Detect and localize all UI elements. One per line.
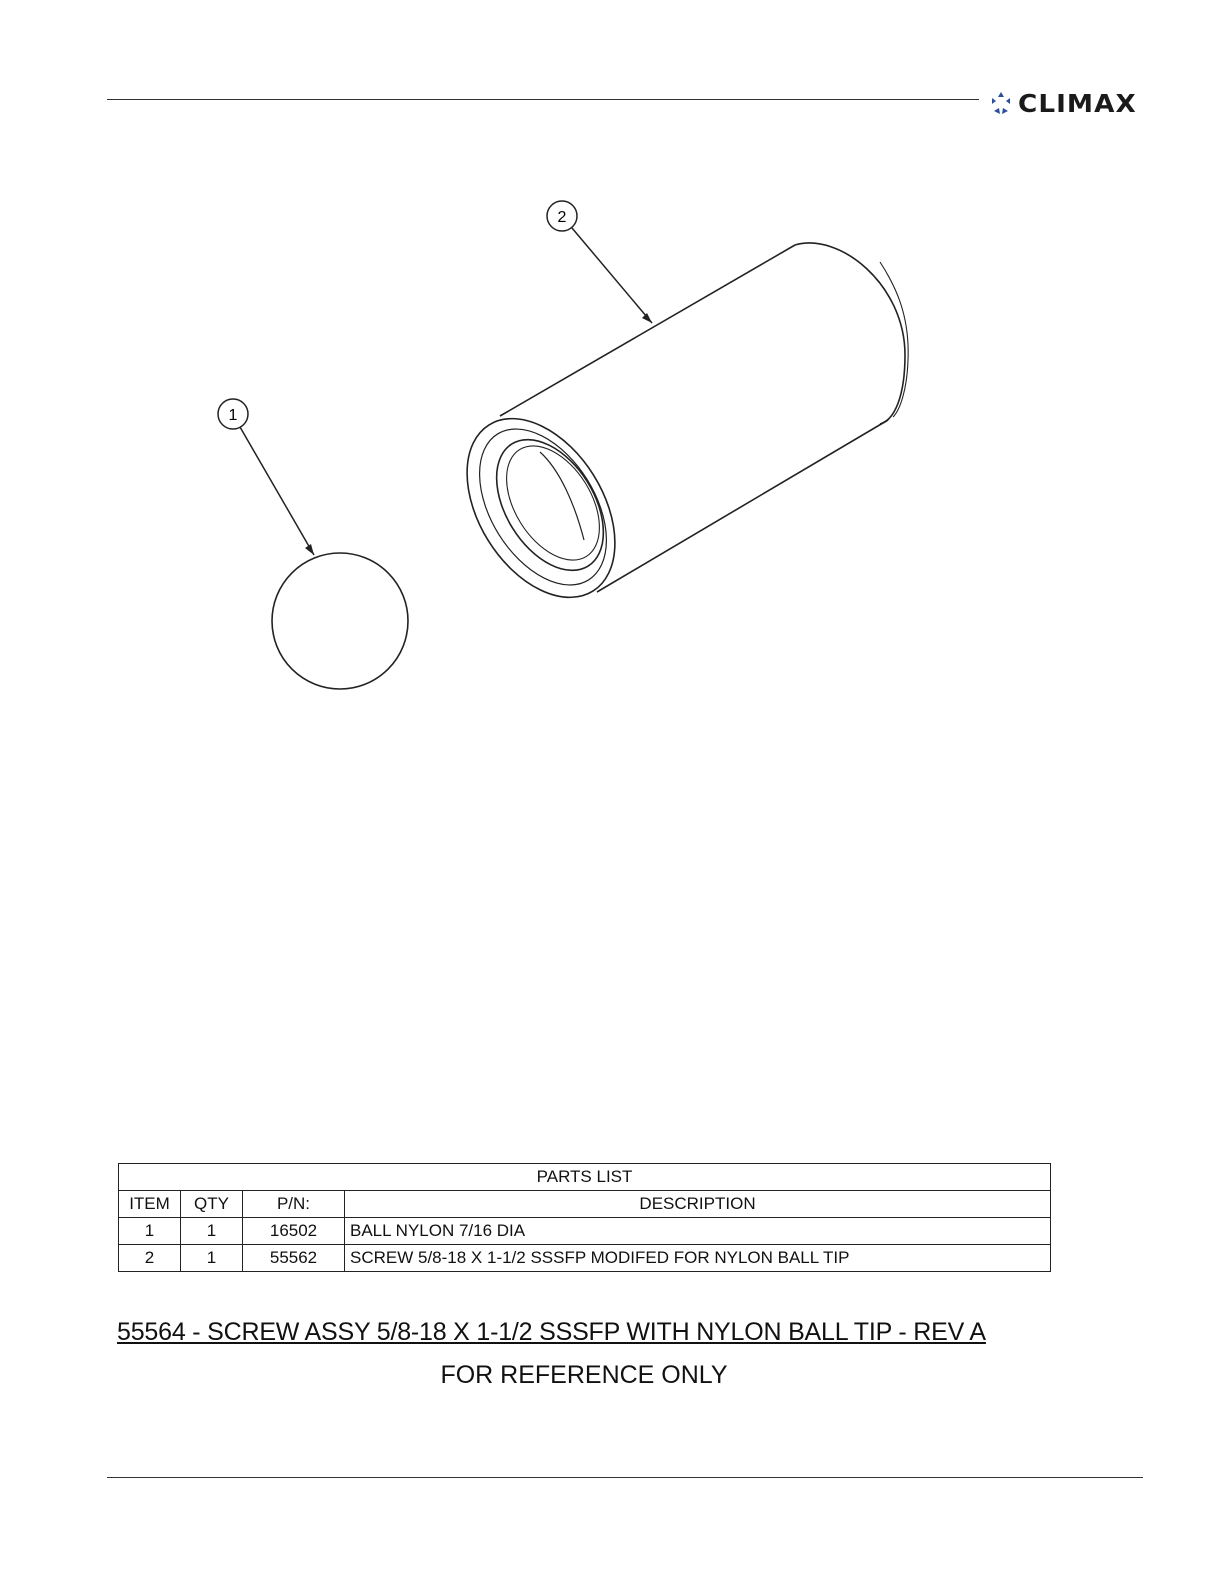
qty-cell: 1 bbox=[181, 1245, 243, 1272]
assembly-drawing bbox=[0, 0, 1224, 760]
qty-cell: 1 bbox=[181, 1218, 243, 1245]
pn-cell: 16502 bbox=[243, 1218, 345, 1245]
document-title: 55564 - SCREW ASSY 5/8-18 X 1-1/2 SSSFP WITH NYLON BALL TIP - REV A bbox=[117, 1318, 986, 1346]
table-row bbox=[119, 1245, 1051, 1272]
screw-part bbox=[436, 243, 908, 624]
table-row bbox=[119, 1218, 1051, 1245]
callout-1 bbox=[218, 399, 314, 555]
callout-2 bbox=[547, 201, 652, 323]
callout-1-label: 1 bbox=[228, 407, 238, 424]
document-subtitle: FOR REFERENCE ONLY bbox=[440, 1361, 728, 1389]
column-header-pn: P/N: bbox=[243, 1191, 345, 1218]
column-header-item: ITEM bbox=[119, 1191, 181, 1218]
description-cell: SCREW 5/8-18 X 1-1/2 SSSFP MODIFED FOR NYLON BALL TIP bbox=[345, 1245, 1051, 1272]
item-cell: 2 bbox=[119, 1245, 181, 1272]
pn-cell: 55562 bbox=[243, 1245, 345, 1272]
logo-text: CLIMAX bbox=[1018, 88, 1137, 118]
column-header-qty: QTY bbox=[181, 1191, 243, 1218]
nylon-ball-part bbox=[272, 553, 408, 689]
description-cell: BALL NYLON 7/16 DIA bbox=[345, 1218, 1051, 1245]
item-cell: 1 bbox=[119, 1218, 181, 1245]
footer-rule bbox=[107, 1477, 1143, 1478]
parts-list-title: PARTS LIST bbox=[119, 1164, 1051, 1191]
parts-list-table bbox=[118, 1163, 1051, 1272]
column-header-description: DESCRIPTION bbox=[345, 1191, 1051, 1218]
callout-2-label: 2 bbox=[557, 209, 567, 226]
